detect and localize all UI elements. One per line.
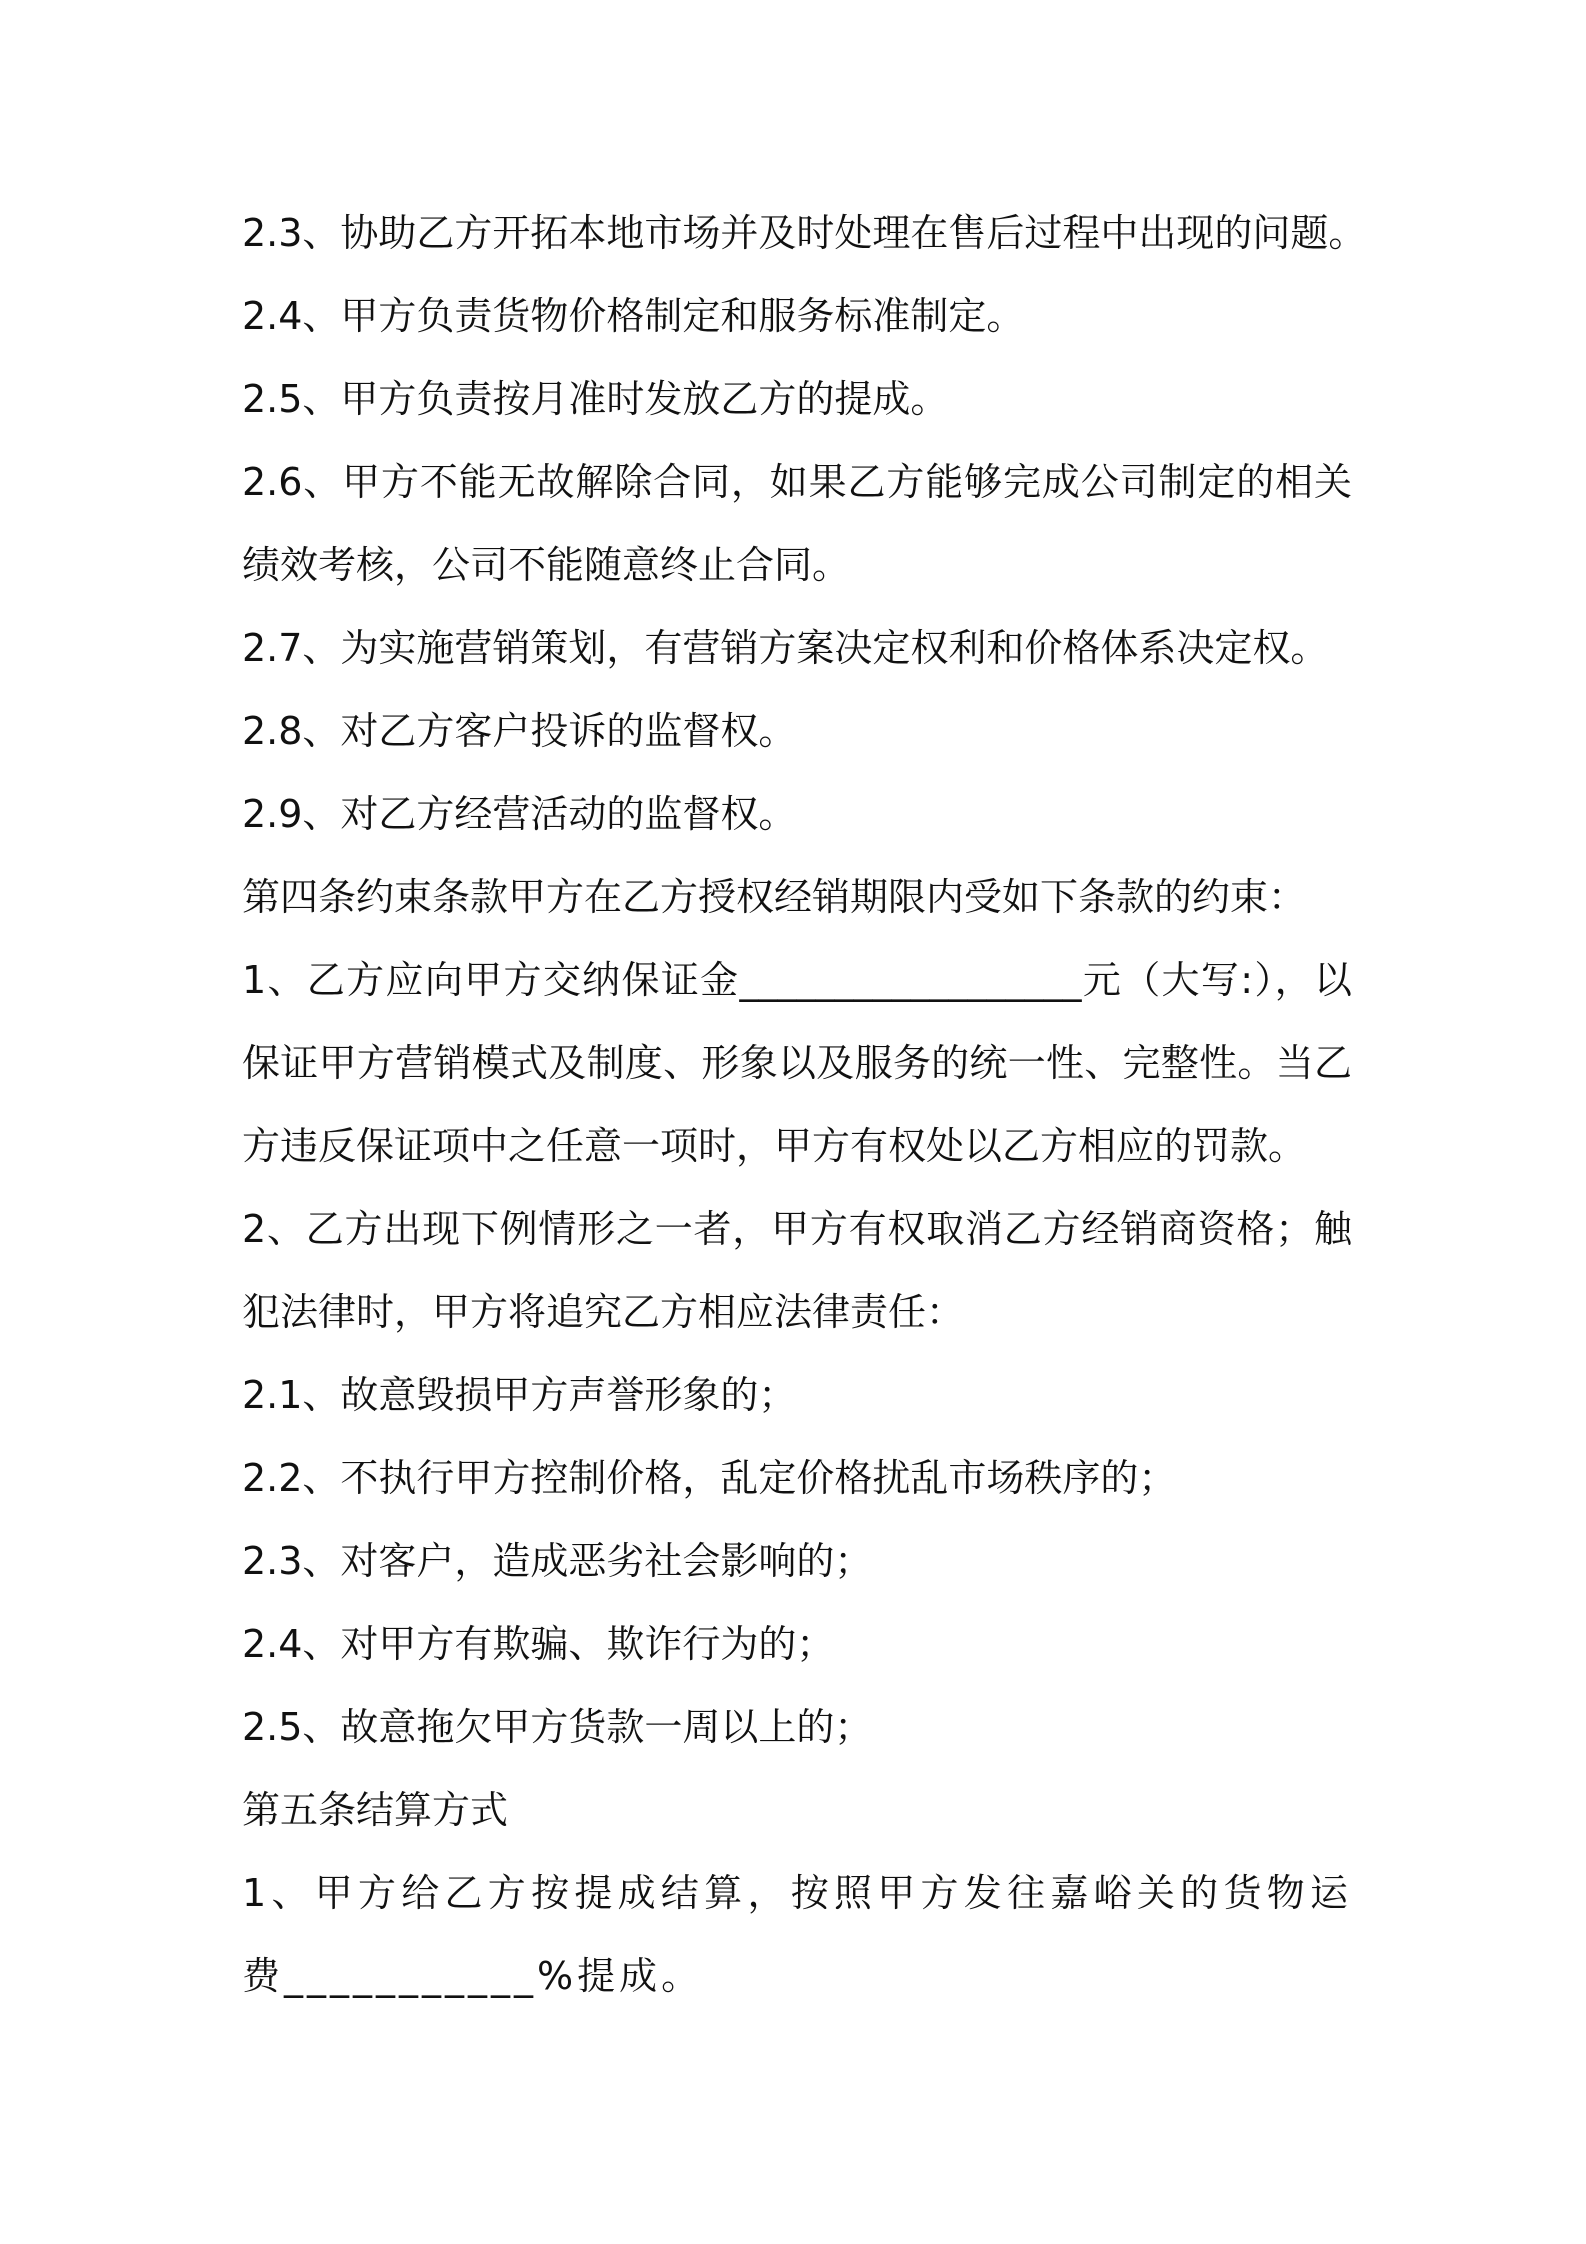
disqualification-2-5: 2.5、故意拖欠甲方货款一周以上的； xyxy=(242,1705,873,1749)
article-4-item-2-disqualification: 2、乙方出现下例情形之一者，甲方有权取消乙方经销商资格；触犯法律时，甲方将追究乙方相应法律责任： xyxy=(242,1207,1352,1334)
clause-2-4-pricing-standards: 2.4、甲方负责货物价格制定和服务标准制定。 xyxy=(242,294,1025,338)
article-4-item-1-deposit: 1、乙方应向甲方交纳保证金__________________元（大写:），以保证甲方营销模式及制度、形象以及服务的统一性、完整性。当乙方违反保证项中之任意一项时，甲方有权处以乙方相应的罚款。 xyxy=(242,958,1352,1168)
article-4-heading: 第四条约束条款甲方在乙方授权经销期限内受如下条款的约束： xyxy=(242,875,1307,919)
disqualification-2-1: 2.1、故意毁损甲方声誉形象的； xyxy=(242,1373,797,1417)
article-5-heading: 第五条结算方式 xyxy=(242,1788,509,1832)
clause-2-3-assist-market: 2.3、协助乙方开拓本地市场并及时处理在售后过程中出现的问题。 xyxy=(242,211,1367,255)
article-5-item-1-commission: 1、甲方给乙方按提成结算，按照甲方发往嘉峪关的货物运费___________%提成。 xyxy=(242,1871,1352,1998)
disqualification-2-3: 2.3、对客户，造成恶劣社会影响的； xyxy=(242,1539,873,1583)
clause-2-8-complaint-supervision: 2.8、对乙方客户投诉的监督权。 xyxy=(242,709,797,753)
clause-2-6-contract-termination: 2.6、甲方不能无故解除合同，如果乙方能够完成公司制定的相关绩效考核，公司不能随意终止合同。 xyxy=(242,460,1352,587)
document-body xyxy=(242,192,1367,2018)
disqualification-2-4: 2.4、对甲方有欺骗、欺诈行为的； xyxy=(242,1622,835,1666)
clause-2-5-monthly-commission: 2.5、甲方负责按月准时发放乙方的提成。 xyxy=(242,377,949,421)
clause-2-7-marketing-rights: 2.7、为实施营销策划，有营销方案决定权利和价格体系决定权。 xyxy=(242,626,1329,670)
clause-2-9-business-supervision: 2.9、对乙方经营活动的监督权。 xyxy=(242,792,797,836)
disqualification-2-2: 2.2、不执行甲方控制价格，乱定价格扰乱市场秩序的； xyxy=(242,1456,1177,1500)
